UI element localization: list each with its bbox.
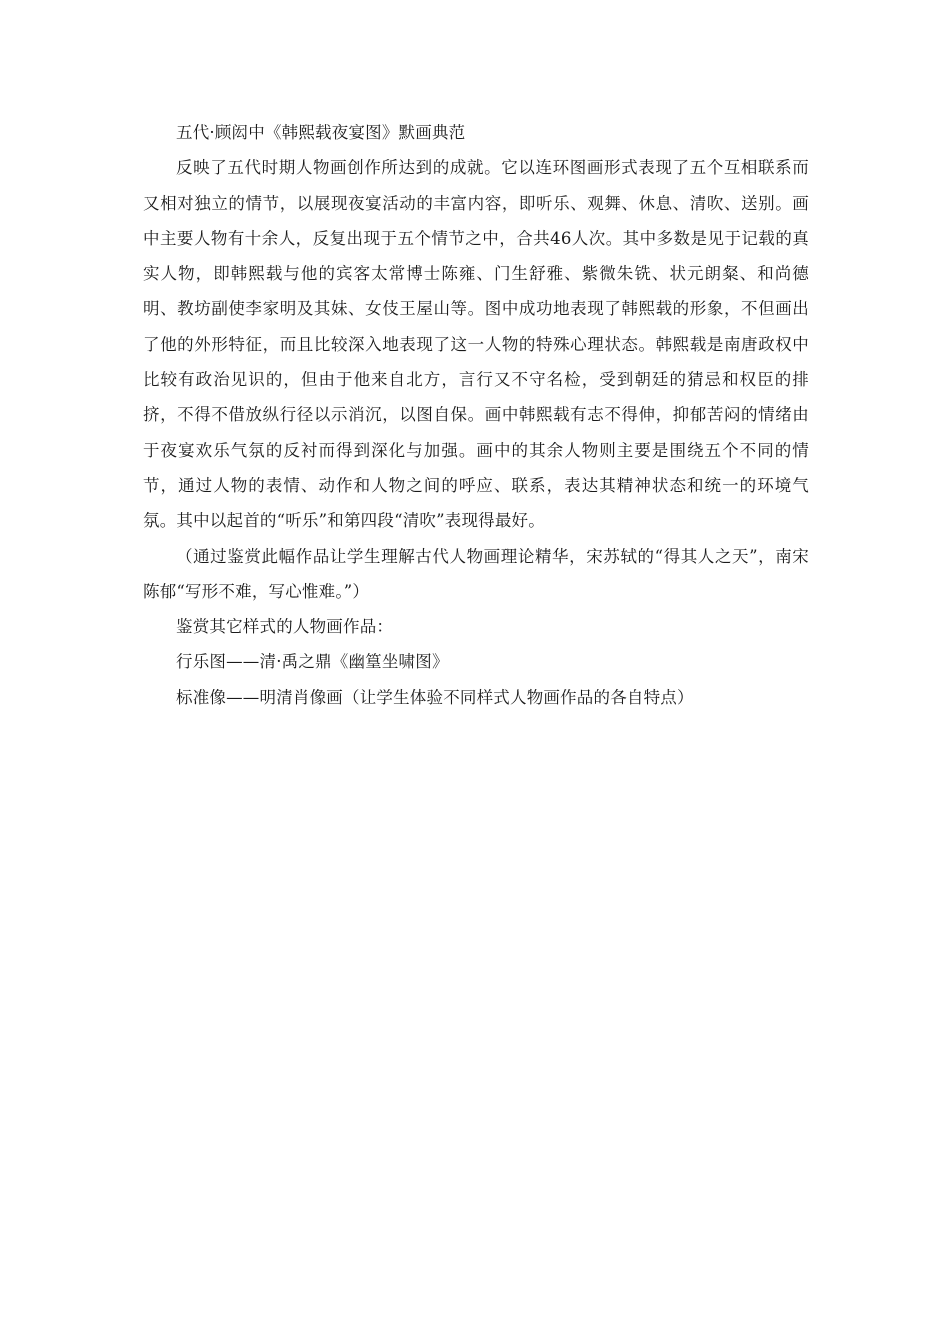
other-styles-item-portrait: 标准像——明清肖像画（让学生体验不同样式人物画作品的各自特点） [176,687,694,707]
teaching-note-paragraph: （通过鉴赏此幅作品让学生理解古代人物画理论精华，宋苏轼的“得其人之天”，南宋陈郁“写形不难，写心惟难。”） [143,546,809,601]
document-content [143,115,809,715]
artwork-heading: 五代·顾闳中《韩熙载夜宴图》默画典范 [176,123,466,142]
artwork-description-paragraph: 反映了五代时期人物画创作所达到的成就。它以连环图画形式表现了五个互相联系而又相对独立的情节，以展现夜宴活动的丰富内容，即听乐、观舞、休息、清吹、送别。画中主要人物有十余人，反复出现于五个情节之中，合共46人次。其中多数是见于记载的真实人物，即韩熙载与他的宾客太常博士陈雍、门生舒雅、紫微朱铣、状元朗粲、和尚德明、教坊副使李家明及其妹、女伎王屋山等。图中成功地表现了韩熙载的形象，不但画出了他的外形特征，而且比较深入地表现了这一人物的特殊心理状态。韩熙载是南唐政权中比较有政治见识的，但由于他来自北方，言行又不守名检，受到朝廷的猜忌和权臣的排挤，不得不借放纵行径以示消沉，以图自保。画中韩熙载有志不得伸，抑郁苦闷的情绪由于夜宴欢乐气氛的反衬而得到深化与加强。画中的其余人物则主要是围绕五个不同的情节，通过人物的表情、动作和人物之间的呼应、联系，表达其精神状态和统一的环境气氛。其中以起首的“听乐”和第四段“清吹”表现得最好。 [143,158,809,531]
other-styles-intro: 鉴赏其它样式的人物画作品： [176,617,394,637]
other-styles-item-xingle: 行乐图——清·禹之鼎《幽篁坐啸图》 [176,652,449,672]
